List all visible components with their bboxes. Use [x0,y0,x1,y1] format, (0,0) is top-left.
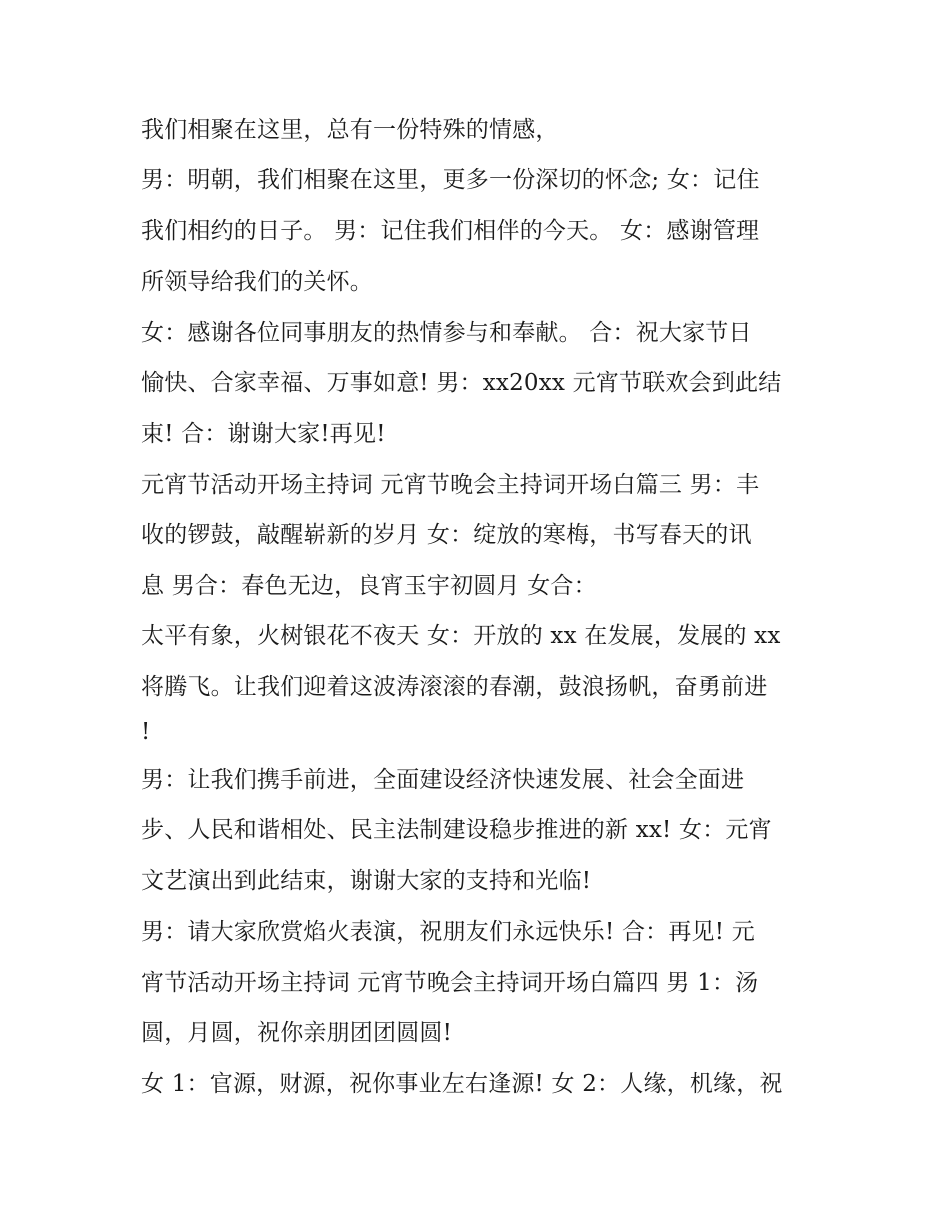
text-line: 我们相聚在这里，总有一份特殊的情感， [141,117,559,143]
text-line: 我们相约的日子。 男：记住我们相伴的今天。 女：感谢管理 [141,218,760,244]
text-line: 太平有象，火树银花不夜天 女：开放的 xx 在发展，发展的 xx [141,623,781,649]
text-line: 愉快、合家幸福、万事如意! 男：xx20xx 元宵节联欢会到此结 [141,370,782,396]
text-line: 男：让我们携手前进，全面建设经济快速发展、社会全面进 [141,767,745,793]
text-line: 女 1：官源，财源，祝你事业左右逢源! 女 2：人缘，机缘，祝 [141,1071,783,1097]
text-line: ! [141,719,151,745]
text-line: 圆，月圆，祝你亲朋团团圆圆! [141,1020,453,1046]
text-line: 文艺演出到此结束，谢谢大家的支持和光临! [141,868,592,894]
text-line: 女：感谢各位同事朋友的热情参与和奉献。 合：祝大家节日 [141,320,752,346]
text-line: 男：请大家欣赏焰火表演，祝朋友们永远快乐! 合：再见! 元 [141,919,755,945]
text-line: 收的锣鼓，敲醒崭新的岁月 女：绽放的寒梅，书写春天的讯 [141,522,752,548]
text-line: 束! 合：谢谢大家!再见! [141,421,386,447]
text-line: 将腾飞。让我们迎着这波涛滚滚的春潮，鼓浪扬帆，奋勇前进 [141,674,768,700]
text-line: 男：明朝，我们相聚在这里，更多一份深切的怀念; 女：记住 [141,167,760,193]
text-line: 元宵节活动开场主持词 元宵节晚会主持词开场白篇三 男：丰 [141,472,760,498]
text-line: 所领导给我们的关怀。 [141,269,373,295]
text-line: 宵节活动开场主持词 元宵节晚会主持词开场白篇四 男 1：汤 [141,970,759,996]
text-line: 息 男合：春色无边，良宵玉宇初圆月 女合： [141,573,597,599]
text-line: 步、人民和谐相处、民主法制建设稳步推进的新 xx! 女：元宵 [141,817,772,843]
